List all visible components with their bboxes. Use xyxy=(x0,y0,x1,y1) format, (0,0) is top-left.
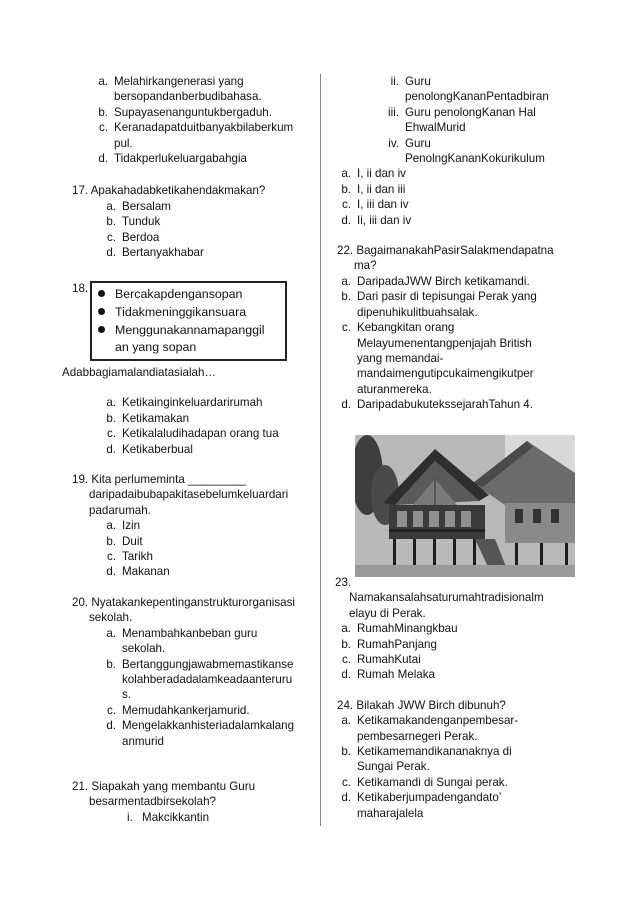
option-line xyxy=(339,713,572,728)
option-label: d. xyxy=(106,565,116,579)
option-text: Ketikamakan xyxy=(122,411,190,425)
question-20-stem xyxy=(72,595,312,626)
option-line xyxy=(339,351,572,366)
option-label xyxy=(94,136,114,151)
option-text: Ketikamandi di Sungai perak. xyxy=(357,775,508,789)
option-line xyxy=(339,621,572,636)
option-label: c. xyxy=(341,198,351,212)
option-label: a. xyxy=(106,519,116,533)
option-label xyxy=(339,336,357,351)
option-text: bersopandanberbudibahasa. xyxy=(114,90,262,104)
option-label: a. xyxy=(341,167,351,181)
option-label: a. xyxy=(341,714,351,728)
option-line xyxy=(102,199,312,214)
stem-line: Namakansalahsaturumahtradisionalm xyxy=(349,591,544,605)
option-line xyxy=(339,182,572,197)
option-line xyxy=(94,89,312,104)
option-text: DaripadaJWW Birch ketikamandi. xyxy=(357,274,530,288)
stem-line: sekolah. xyxy=(89,611,133,625)
option-label: c. xyxy=(106,427,116,441)
option-text: Guru penolongKanan Hal xyxy=(405,105,536,119)
stem-line: daripadaibubapakitasebelumkeluardari xyxy=(89,488,289,502)
option-label: iv. xyxy=(388,136,399,150)
option-line xyxy=(102,718,312,733)
option-line xyxy=(339,274,572,289)
option-label xyxy=(385,120,405,135)
option-line xyxy=(339,729,572,744)
option-text: Bersalam xyxy=(122,199,171,213)
option-label xyxy=(339,305,357,320)
option-label: b. xyxy=(106,534,116,548)
option-line xyxy=(339,790,572,805)
option-text: PenolngKananKokurikulum xyxy=(405,152,545,166)
question-20-options xyxy=(72,626,312,749)
option-label: d. xyxy=(106,442,116,456)
option-text: Ketikainginkeluardarirumah xyxy=(122,396,263,410)
question-21-stem xyxy=(72,779,312,810)
bullet-icon xyxy=(98,290,105,297)
option-label xyxy=(339,759,357,774)
option-text: Berdoa xyxy=(122,230,160,244)
option-text: sekolah. xyxy=(122,642,166,656)
option-text: Tarikh xyxy=(122,550,153,564)
question-22-options xyxy=(337,274,572,413)
option-text: Supayasenanguntukbergaduh. xyxy=(114,105,272,119)
option-text: Tunduk xyxy=(122,215,161,229)
option-line xyxy=(339,652,572,667)
option-line xyxy=(94,105,312,120)
option-label xyxy=(102,687,122,702)
stem-line: elayu di Perak. xyxy=(349,606,426,620)
left-column xyxy=(72,74,312,260)
option-label: a. xyxy=(106,626,116,640)
option-label xyxy=(94,89,114,104)
option-label: d. xyxy=(341,398,351,412)
option-label xyxy=(339,382,357,397)
option-label: b. xyxy=(106,411,116,425)
option-text: Sungai Perak. xyxy=(357,760,430,774)
question-18-options xyxy=(72,395,312,457)
question-18-stem: Adabbagiamalandiatasialah… xyxy=(62,366,217,379)
option-line xyxy=(102,534,312,549)
box-item: Bercakapdengansopan xyxy=(98,286,242,303)
option-line xyxy=(102,657,312,672)
option-label: d. xyxy=(106,246,116,260)
box-item: Tidakmeninggikansuara xyxy=(98,304,246,321)
question-16-options xyxy=(72,74,312,166)
option-text: Ketikalaludihadapan orang tua xyxy=(122,427,279,441)
option-text: Makanan xyxy=(122,565,170,579)
option-text: yang memandai- xyxy=(357,351,444,365)
option-label: a. xyxy=(106,396,116,410)
option-label: b. xyxy=(341,182,351,196)
option-text: aturanmereka. xyxy=(357,382,432,396)
option-text: RumahKutai xyxy=(357,653,421,667)
option-line xyxy=(339,637,572,652)
option-label: b. xyxy=(341,745,351,759)
option-line xyxy=(339,806,572,821)
column-divider xyxy=(320,74,321,826)
option-text: I, ii dan iv xyxy=(357,167,406,181)
option-label xyxy=(339,729,357,744)
option-text: pembesarnegeri Perak. xyxy=(357,729,478,743)
question-19-options xyxy=(72,518,312,580)
option-line xyxy=(339,759,572,774)
option-text: Guru xyxy=(405,75,431,88)
option-line xyxy=(339,320,572,335)
option-line xyxy=(102,641,312,656)
option-label: b. xyxy=(341,637,351,651)
option-label: a. xyxy=(106,199,116,213)
box-item-continued: an yang sopan xyxy=(115,340,197,354)
option-label: d. xyxy=(341,213,351,227)
option-line xyxy=(102,245,312,260)
option-text: DaripadabukutekssejarahTahun 4. xyxy=(357,398,533,412)
option-line xyxy=(102,626,312,641)
bullet-icon xyxy=(98,308,105,315)
option-line xyxy=(339,744,572,759)
question-22-stem xyxy=(337,243,572,274)
option-line xyxy=(102,395,312,410)
option-text: pul. xyxy=(114,136,133,150)
question-23-stem xyxy=(337,590,572,621)
option-text: Ketikamakandenganpembesar- xyxy=(357,714,519,728)
option-label: ii. xyxy=(390,75,399,88)
option-line xyxy=(339,366,572,381)
option-text: Kebangkitan orang xyxy=(357,321,455,335)
question-23-number: 23. xyxy=(335,576,352,589)
question-18-number: 18. xyxy=(72,282,89,295)
option-text: I, iii dan iv xyxy=(357,198,409,212)
option-text: Menambahkanbeban guru xyxy=(122,626,258,640)
question-24-options xyxy=(337,713,572,821)
option-line xyxy=(385,89,572,104)
option-label xyxy=(102,672,122,687)
option-text: mandaimengutipcukaimengikutper xyxy=(357,367,534,381)
option-line xyxy=(385,151,572,166)
option-line xyxy=(339,166,572,181)
option-label xyxy=(385,89,405,104)
option-text: RumahMinangkbau xyxy=(357,622,458,636)
stem-line: ma? xyxy=(354,259,377,273)
option-label xyxy=(102,734,122,749)
option-line xyxy=(94,74,312,89)
option-label: d. xyxy=(98,152,108,166)
option-label: a. xyxy=(341,622,351,636)
right-column xyxy=(337,74,572,413)
question-21-options xyxy=(337,166,572,228)
option-label: d. xyxy=(341,668,351,682)
option-line xyxy=(385,120,572,135)
option-label: b. xyxy=(106,215,116,229)
option-label: iii. xyxy=(388,105,399,119)
option-line xyxy=(102,426,312,441)
right-column-lower xyxy=(337,575,572,821)
stem-line: 22. BagaimanakahPasirSalakmendapatna xyxy=(337,244,554,258)
option-text: Dari pasir di tepisungai Perak yang xyxy=(357,290,537,304)
option-line xyxy=(339,775,572,790)
option-line xyxy=(339,213,572,228)
option-label: c. xyxy=(106,550,116,564)
option-line xyxy=(339,336,572,351)
option-text: Keranadapatduitbanyakbilaberkum xyxy=(114,121,294,135)
option-label: c. xyxy=(106,230,116,244)
option-label: d. xyxy=(341,791,351,805)
option-text: RumahPanjang xyxy=(357,637,437,651)
option-text: anmurid xyxy=(122,734,164,748)
option-line xyxy=(102,549,312,564)
option-line xyxy=(94,120,312,135)
option-text: Tidakperlukeluargabahgia xyxy=(114,152,247,166)
option-text: Ketikaberbual xyxy=(122,442,193,456)
option-label: c. xyxy=(106,703,116,717)
option-text: maharajalela xyxy=(357,806,424,820)
stem-line: 19. Kita perlumeminta _________ xyxy=(72,473,247,487)
option-text: Duit xyxy=(122,534,143,548)
option-line xyxy=(339,197,572,212)
option-label: b. xyxy=(98,105,108,119)
option-line xyxy=(339,382,572,397)
option-text: penolongKananPentadbiran xyxy=(405,90,549,104)
option-line xyxy=(102,442,312,457)
option-line xyxy=(385,136,572,151)
option-label: c. xyxy=(98,121,108,135)
question-18-box xyxy=(90,281,287,361)
option-text: Bertanyakhabar xyxy=(122,246,204,260)
option-text: Izin xyxy=(122,519,141,533)
option-text: Melayumenentangpenjajah British xyxy=(357,336,532,350)
option-label xyxy=(339,366,357,381)
option-text: Guru xyxy=(405,136,431,150)
option-line xyxy=(102,230,312,245)
option-text: Bertanggungjawabmemastikanse xyxy=(122,657,294,671)
option-text: Ii, iii dan iv xyxy=(357,213,412,227)
question-21-item-i: i. Makcikkantin xyxy=(127,810,210,824)
stem-line: 21. Siapakah yang membantu Guru xyxy=(72,779,256,793)
traditional-house-photo xyxy=(355,435,575,577)
option-text: EhwalMurid xyxy=(405,121,466,135)
option-label: c. xyxy=(341,321,351,335)
question-24-stem: 24. Bilakah JWW Birch dibunuh? xyxy=(337,698,506,712)
option-label xyxy=(339,351,357,366)
stem-line: besarmentadbirsekolah? xyxy=(89,795,216,809)
option-text: Mengelakkanhisteriadalamkalang xyxy=(122,719,295,733)
option-text: Melahirkangenerasi yang xyxy=(114,75,244,88)
question-19-stem xyxy=(72,472,312,518)
option-text: dipenuhikulitbuahsalak. xyxy=(357,305,478,319)
option-line xyxy=(102,672,312,687)
malay-house-image xyxy=(355,435,575,577)
option-line xyxy=(339,667,572,682)
question-17-stem: 17. Apakahadabketikahendakmakan? xyxy=(72,184,266,198)
bullet-icon xyxy=(98,326,105,333)
option-label: a. xyxy=(98,75,108,88)
option-label xyxy=(385,151,405,166)
option-text: Memudahkankerjamurid. xyxy=(122,703,250,717)
option-label: b. xyxy=(341,290,351,304)
question-23-options xyxy=(337,621,572,683)
left-column-lower xyxy=(62,365,312,825)
option-text: Rumah Melaka xyxy=(357,668,435,682)
option-text: kolahberadadalamkeadaanteruru xyxy=(122,672,293,686)
option-label xyxy=(339,806,357,821)
option-line xyxy=(102,687,312,702)
option-text: s. xyxy=(122,688,132,702)
option-line xyxy=(102,518,312,533)
option-line xyxy=(94,136,312,151)
stem-line: padarumah. xyxy=(89,503,151,517)
option-line xyxy=(102,564,312,579)
option-line xyxy=(339,289,572,304)
option-line xyxy=(102,214,312,229)
question-21-items xyxy=(337,74,572,166)
option-line xyxy=(102,703,312,718)
option-label xyxy=(102,641,122,656)
stem-line: 20. Nyatakankepentinganstrukturorganisasi xyxy=(72,595,295,609)
box-item: Menggunakannamapanggil xyxy=(98,322,265,339)
option-text: Ketikamemandikananaknya di xyxy=(357,745,512,759)
option-line xyxy=(339,305,572,320)
option-label: a. xyxy=(341,274,351,288)
option-line xyxy=(94,151,312,166)
question-17-options xyxy=(72,199,312,261)
option-line xyxy=(102,734,312,749)
option-line xyxy=(339,397,572,412)
option-label: b. xyxy=(106,657,116,671)
option-line xyxy=(102,411,312,426)
option-text: Ketikaberjumpadengandato’ xyxy=(357,791,502,805)
option-line xyxy=(385,105,572,120)
option-label: d. xyxy=(106,719,116,733)
option-label: c. xyxy=(341,775,351,789)
option-label: c. xyxy=(341,653,351,667)
option-line xyxy=(385,74,572,89)
option-text: I, ii dan iii xyxy=(357,182,406,196)
